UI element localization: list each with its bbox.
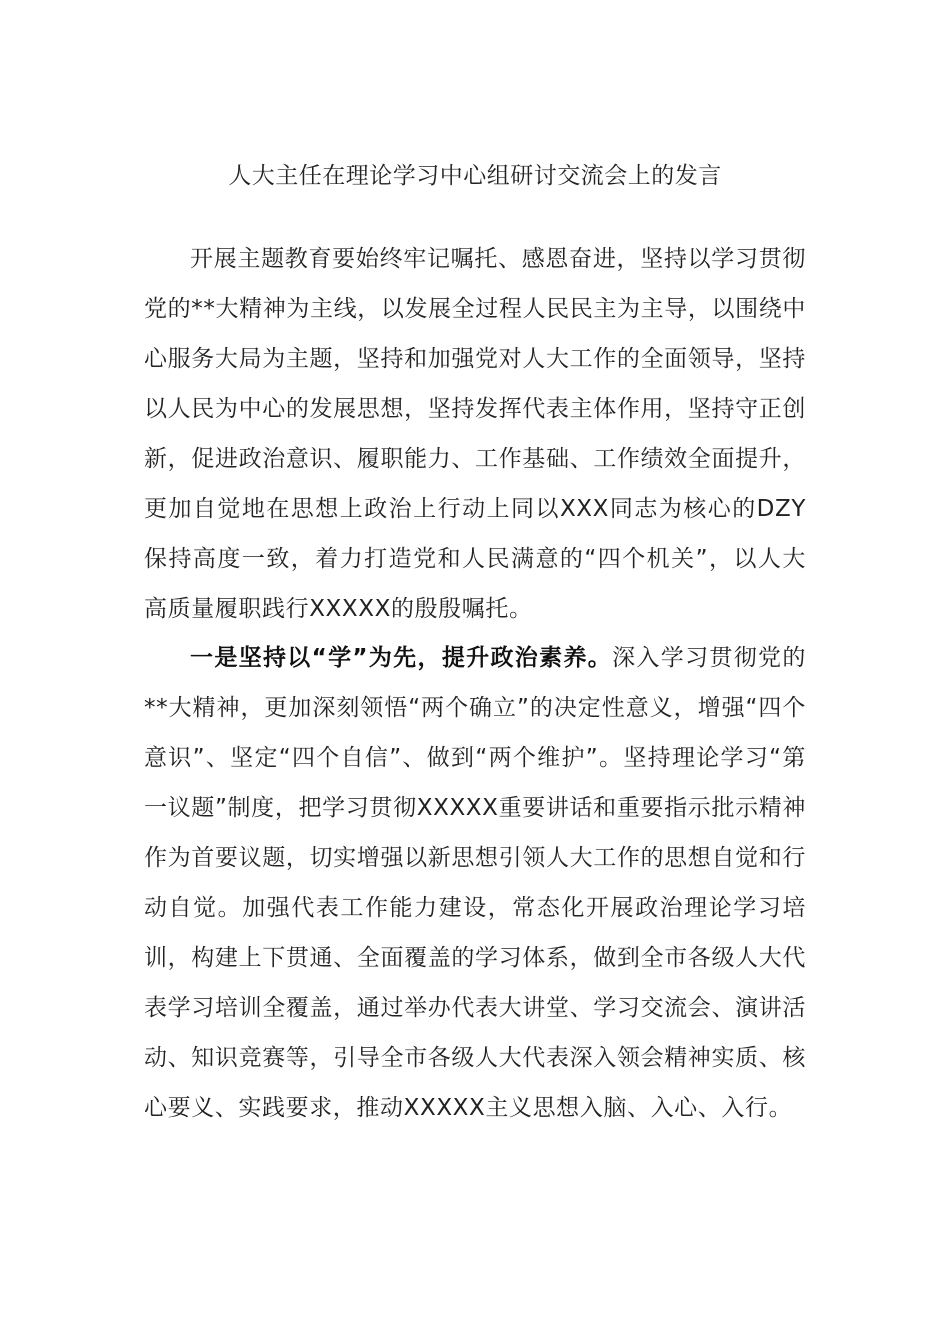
paragraph-intro [144,234,806,634]
paragraph-point-one [144,633,806,1133]
paragraph-intro-text: 开展主题教育要始终牢记嘱托、感恩奋进，坚持以学习贯彻党的**大精神为主线，以发展全过程人民民主为主导，以围绕中心服务大局为主题，坚持和加强党对人大工作的全面领导，坚持以人民为中心的发展思想，坚持发挥代表主体作用，坚持守正创新，促进政治意识、履职能力、工作基础、工作绩效全面提升，更加自觉地在思想上政治上行动上同以XXX同志为核心的DZY保持高度一致，着力打造党和人民满意的“四个机关”，以人大高质量履职践行XXXXX的殷殷嘱托。 [144,246,806,622]
paragraph-point-one-heading: 一是坚持以“学”为先，提升政治素养。 [190,645,613,671]
paragraph-point-one-text: 深入学习贯彻党的**大精神，更加深刻领悟“两个确立”的决定性意义，增强“四个意识”、坚定“四个自信”、做到“两个维护”。坚持理论学习“第一议题”制度，把学习贯彻XXXXX重要讲话和重要指示批示精神作为首要议题，切实增强以新思想引领人大工作的思想自觉和行动自觉。加强代表工作能力建设，常态化开展政治理论学习培训，构建上下贯通、全面覆盖的学习体系，做到全市各级人大代表学习培训全覆盖，通过举办代表大讲堂、学习交流会、演讲活动、知识竞赛等，引导全市各级人大代表深入领会精神实质、核心要义、实践要求，推动XXXXX主义思想入脑、入心、入行。 [144,645,806,1121]
document-title: 人大主任在理论学习中心组研讨交流会上的发言 [228,163,722,189]
